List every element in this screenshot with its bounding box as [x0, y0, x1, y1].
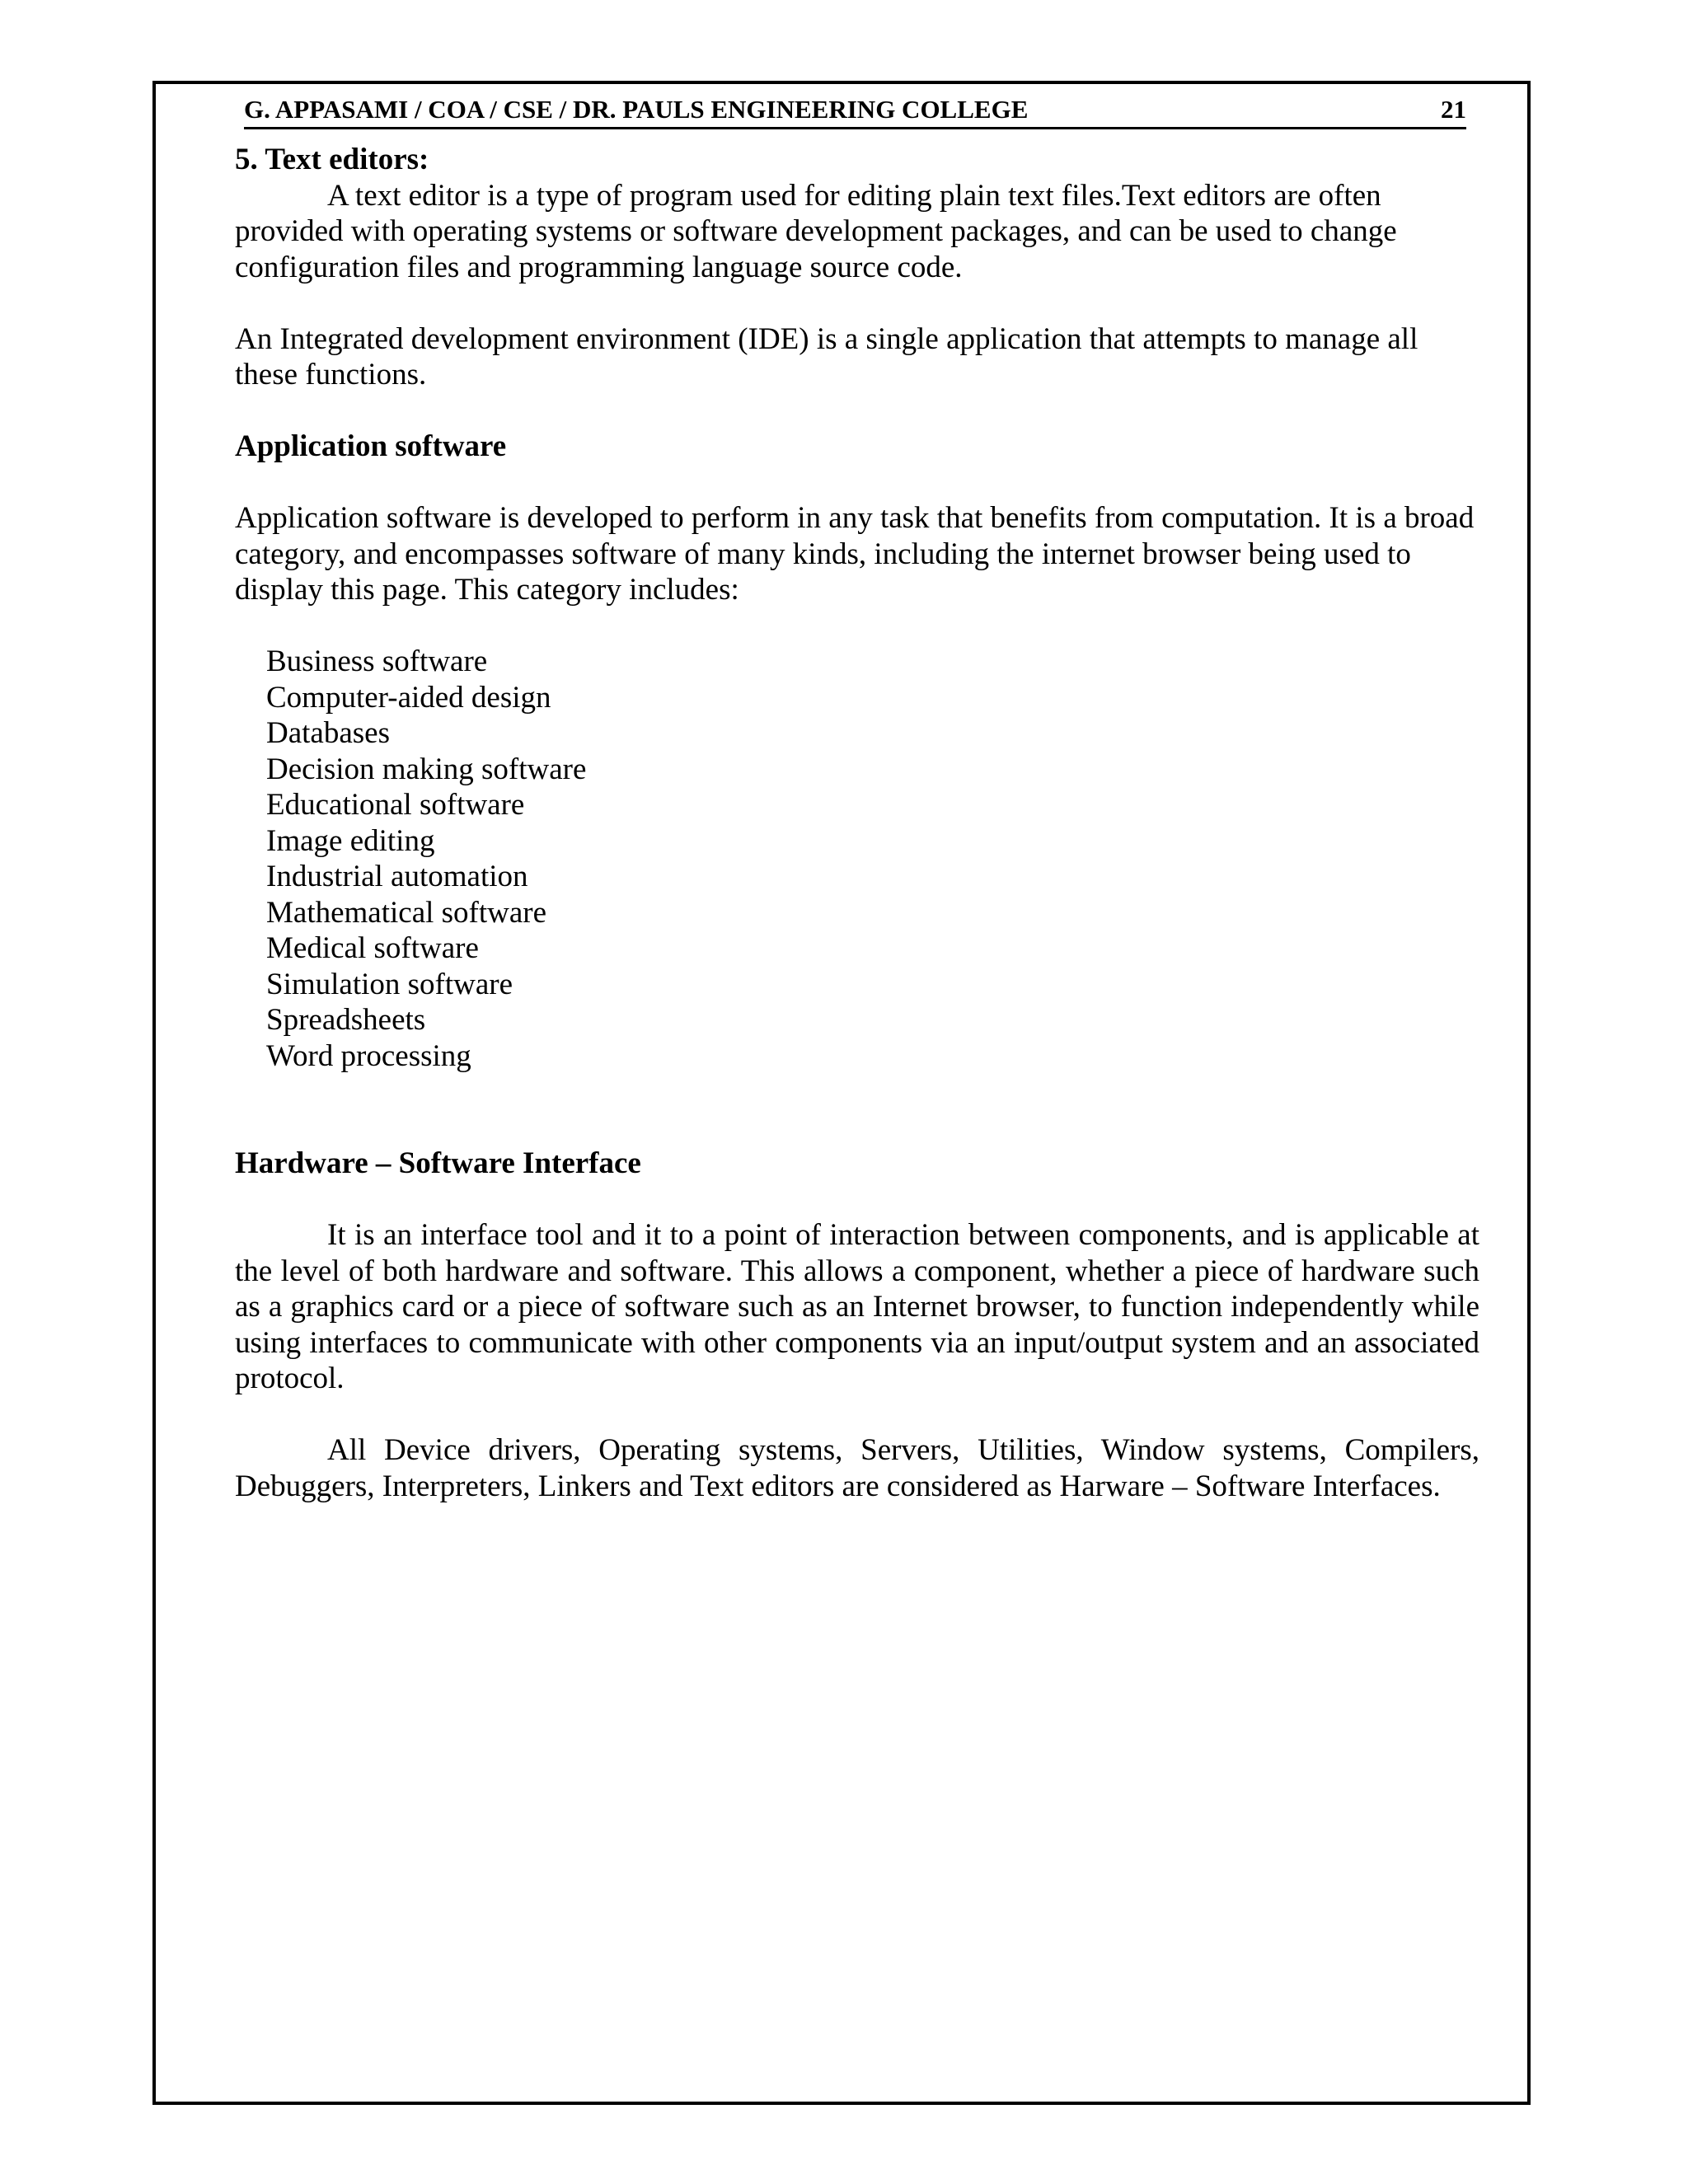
page-number: 21: [1441, 95, 1466, 124]
application-software-list: [235, 644, 1479, 1074]
list-item: Medical software: [266, 931, 479, 965]
list-item: Mathematical software: [266, 895, 547, 930]
application-software-heading: Application software: [235, 429, 507, 463]
application-software-paragraph: Application software is developed to perform in any task that benefits from computation. It is a broad category, and encompasses software of many kinds, including the internet browser being used to display this page. This category includes:: [235, 501, 1475, 607]
text-editors-paragraph-1: A text editor is a type of program used for editing plain text files.Text editors are often provided with operating systems or software development packages, and can be used to change configuration files and programming language source code.: [235, 178, 1397, 284]
list-item: Word processing: [266, 1038, 471, 1073]
page-content: [235, 142, 1479, 1504]
list-item: Business software: [266, 644, 488, 678]
text-editors-paragraph-2: An Integrated development environment (IDE) is a single application that attempts to manage all these functions.: [235, 321, 1418, 391]
hw-sw-interface-paragraph-2: All Device drivers, Operating systems, Servers, Utilities, Window systems, Compilers, Debuggers, Interpreters, Linkers and Text editors are considered as Harware – Software Interfaces.: [235, 1433, 1479, 1503]
list-item: Industrial automation: [266, 860, 528, 893]
list-item: Spreadsheets: [266, 1003, 426, 1037]
list-item: Simulation software: [266, 967, 513, 1001]
page-header: [244, 94, 1466, 129]
list-item: Educational software: [266, 788, 525, 822]
list-item: Computer-aided design: [266, 680, 551, 715]
hw-sw-interface-heading: Hardware – Software Interface: [235, 1146, 641, 1180]
list-item: Databases: [266, 716, 390, 750]
hw-sw-interface-paragraph-1: It is an interface tool and it to a point of interaction between components, and is applicable at the level of both hardware and software. This allows a component, whether a piece of hardware such as a graphics card or a piece of software such as an Internet browser, to function independently while using interfaces to communicate with other components via an input/output system and an associated protocol.: [235, 1218, 1479, 1395]
text-editors-heading: 5. Text editors:: [235, 143, 429, 176]
list-item: Image editing: [266, 823, 435, 858]
header-title: G. APPASAMI / COA / CSE / DR. PAULS ENGINEERING COLLEGE: [244, 95, 1029, 124]
list-item: Decision making software: [266, 752, 587, 786]
